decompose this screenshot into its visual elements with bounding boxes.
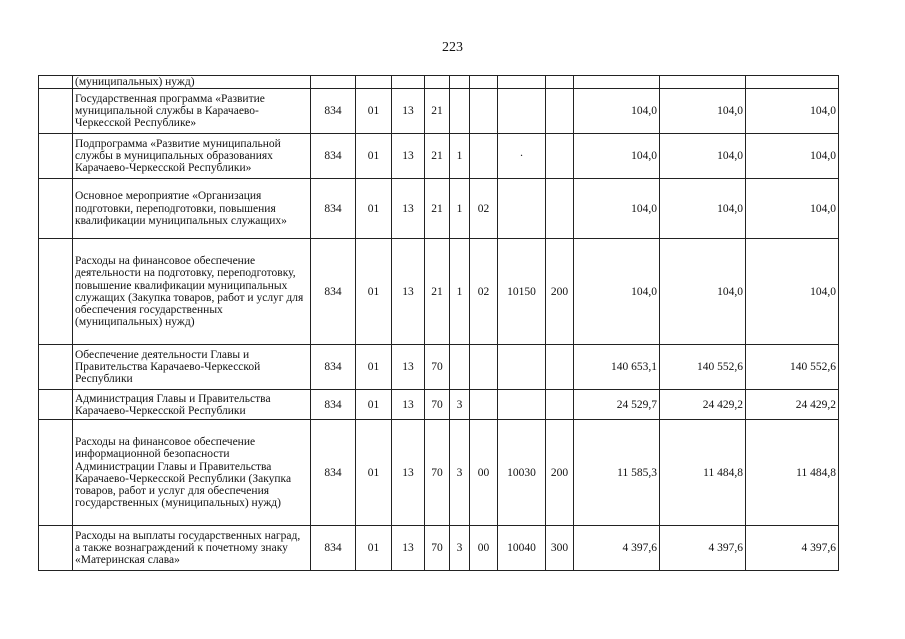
cell-section	[356, 76, 392, 89]
cell-expense-type: 200	[546, 420, 574, 526]
page-number: 223	[442, 40, 463, 55]
cell-section: 01	[356, 134, 392, 179]
cell-index	[39, 239, 73, 345]
cell-description: (муниципальных) нужд)	[73, 76, 311, 89]
cell-index	[39, 345, 73, 390]
cell-direction: 10040	[498, 526, 546, 571]
cell-direction	[498, 345, 546, 390]
cell-section: 01	[356, 89, 392, 134]
cell-admin-code: 834	[311, 420, 356, 526]
cell-section: 01	[356, 420, 392, 526]
cell-direction	[498, 179, 546, 239]
cell-subsection: 13	[392, 420, 425, 526]
cell-direction: ·	[498, 134, 546, 179]
cell-program: 70	[425, 526, 450, 571]
cell-event: 02	[470, 179, 498, 239]
cell-amount-2: 140 552,6	[660, 345, 746, 390]
cell-program: 70	[425, 420, 450, 526]
table-row	[39, 179, 839, 239]
cell-event	[470, 134, 498, 179]
cell-admin-code: 834	[311, 179, 356, 239]
cell-amount-1: 11 585,3	[574, 420, 660, 526]
cell-amount-1: 4 397,6	[574, 526, 660, 571]
cell-index	[39, 76, 73, 89]
budget-table	[38, 75, 839, 571]
cell-amount-3: 104,0	[746, 89, 839, 134]
cell-description: Государственная программа «Развитие муниципальной службы в Карачаево-Черкесской Республике»	[73, 89, 311, 134]
table-row	[39, 390, 839, 420]
cell-subsection: 13	[392, 239, 425, 345]
cell-subsection: 13	[392, 179, 425, 239]
cell-amount-1: 104,0	[574, 179, 660, 239]
cell-index	[39, 179, 73, 239]
cell-subsection: 13	[392, 345, 425, 390]
cell-admin-code: 834	[311, 526, 356, 571]
cell-amount-3: 24 429,2	[746, 390, 839, 420]
cell-program: 70	[425, 345, 450, 390]
cell-subprogram	[450, 345, 470, 390]
cell-description: Администрация Главы и Правительства Карачаево-Черкесской Республики	[73, 390, 311, 420]
cell-amount-3: 104,0	[746, 239, 839, 345]
cell-amount-1: 104,0	[574, 89, 660, 134]
cell-event	[470, 390, 498, 420]
cell-amount-1: 104,0	[574, 239, 660, 345]
cell-event	[470, 89, 498, 134]
cell-section: 01	[356, 390, 392, 420]
cell-expense-type	[546, 345, 574, 390]
cell-description: Подпрограмма «Развитие муниципальной службы в муниципальных образованиях Карачаево-Черкесской Республики»	[73, 134, 311, 179]
cell-expense-type	[546, 134, 574, 179]
cell-subprogram: 3	[450, 420, 470, 526]
cell-amount-3: 4 397,6	[746, 526, 839, 571]
cell-direction	[498, 89, 546, 134]
cell-subsection: 13	[392, 390, 425, 420]
cell-amount-2: 24 429,2	[660, 390, 746, 420]
cell-program: 21	[425, 134, 450, 179]
cell-description: Расходы на финансовое обеспечение деятельности на подготовку, переподготовку, повышение квалификации муниципальных служащих (Закупка товаров, работ и услуг для обеспечения государственных (муниципальных) нужд)	[73, 239, 311, 345]
table-row	[39, 134, 839, 179]
cell-description: Обеспечение деятельности Главы и Правительства Карачаево-Черкесской Республики	[73, 345, 311, 390]
cell-amount-2: 11 484,8	[660, 420, 746, 526]
cell-expense-type: 200	[546, 239, 574, 345]
cell-subsection	[392, 76, 425, 89]
cell-amount-3: 104,0	[746, 179, 839, 239]
cell-direction: 10030	[498, 420, 546, 526]
cell-admin-code: 834	[311, 134, 356, 179]
cell-index	[39, 526, 73, 571]
cell-subprogram: 3	[450, 390, 470, 420]
cell-section: 01	[356, 239, 392, 345]
cell-subprogram: 1	[450, 179, 470, 239]
cell-amount-1: 24 529,7	[574, 390, 660, 420]
cell-admin-code: 834	[311, 89, 356, 134]
cell-section: 01	[356, 179, 392, 239]
cell-subsection: 13	[392, 89, 425, 134]
cell-amount-1: 104,0	[574, 134, 660, 179]
cell-program	[425, 76, 450, 89]
cell-subsection: 13	[392, 134, 425, 179]
cell-program: 70	[425, 390, 450, 420]
cell-index	[39, 134, 73, 179]
cell-expense-type	[546, 89, 574, 134]
cell-expense-type	[546, 179, 574, 239]
cell-section: 01	[356, 345, 392, 390]
cell-section: 01	[356, 526, 392, 571]
cell-program: 21	[425, 89, 450, 134]
cell-subprogram: 1	[450, 239, 470, 345]
cell-amount-3: 140 552,6	[746, 345, 839, 390]
cell-amount-2: 4 397,6	[660, 526, 746, 571]
cell-subprogram: 3	[450, 526, 470, 571]
cell-description: Расходы на выплаты государственных наград, а также вознаграждений к почетному знаку «Материнская слава»	[73, 526, 311, 571]
cell-program: 21	[425, 239, 450, 345]
cell-amount-3	[746, 76, 839, 89]
cell-amount-1: 140 653,1	[574, 345, 660, 390]
cell-event	[470, 76, 498, 89]
table-row	[39, 239, 839, 345]
cell-program: 21	[425, 179, 450, 239]
table-row	[39, 526, 839, 571]
cell-expense-type: 300	[546, 526, 574, 571]
cell-description: Основное мероприятие «Организация подготовки, переподготовки, повышения квалификации муниципальных служащих»	[73, 179, 311, 239]
cell-expense-type	[546, 390, 574, 420]
cell-index	[39, 420, 73, 526]
table-row	[39, 420, 839, 526]
cell-description: Расходы на финансовое обеспечение информационной безопасности Администрации Главы и Правительства Карачаево-Черкесской Республики (Закупка товаров, работ и услуг для обеспечения государственных (муниципальных) нужд)	[73, 420, 311, 526]
cell-direction: 10150	[498, 239, 546, 345]
cell-amount-1	[574, 76, 660, 89]
table-row	[39, 345, 839, 390]
cell-amount-3: 11 484,8	[746, 420, 839, 526]
cell-event: 00	[470, 420, 498, 526]
cell-event	[470, 345, 498, 390]
cell-admin-code	[311, 76, 356, 89]
cell-amount-2: 104,0	[660, 239, 746, 345]
cell-subprogram: 1	[450, 134, 470, 179]
cell-admin-code: 834	[311, 345, 356, 390]
cell-amount-2: 104,0	[660, 89, 746, 134]
cell-amount-2: 104,0	[660, 134, 746, 179]
cell-subsection: 13	[392, 526, 425, 571]
table-row	[39, 76, 839, 89]
cell-direction	[498, 390, 546, 420]
cell-amount-2	[660, 76, 746, 89]
cell-expense-type	[546, 76, 574, 89]
cell-subprogram	[450, 76, 470, 89]
cell-admin-code: 834	[311, 390, 356, 420]
cell-index	[39, 390, 73, 420]
cell-subprogram	[450, 89, 470, 134]
cell-amount-2: 104,0	[660, 179, 746, 239]
cell-amount-3: 104,0	[746, 134, 839, 179]
cell-index	[39, 89, 73, 134]
cell-admin-code: 834	[311, 239, 356, 345]
table-row	[39, 89, 839, 134]
cell-event: 00	[470, 526, 498, 571]
cell-event: 02	[470, 239, 498, 345]
cell-direction	[498, 76, 546, 89]
